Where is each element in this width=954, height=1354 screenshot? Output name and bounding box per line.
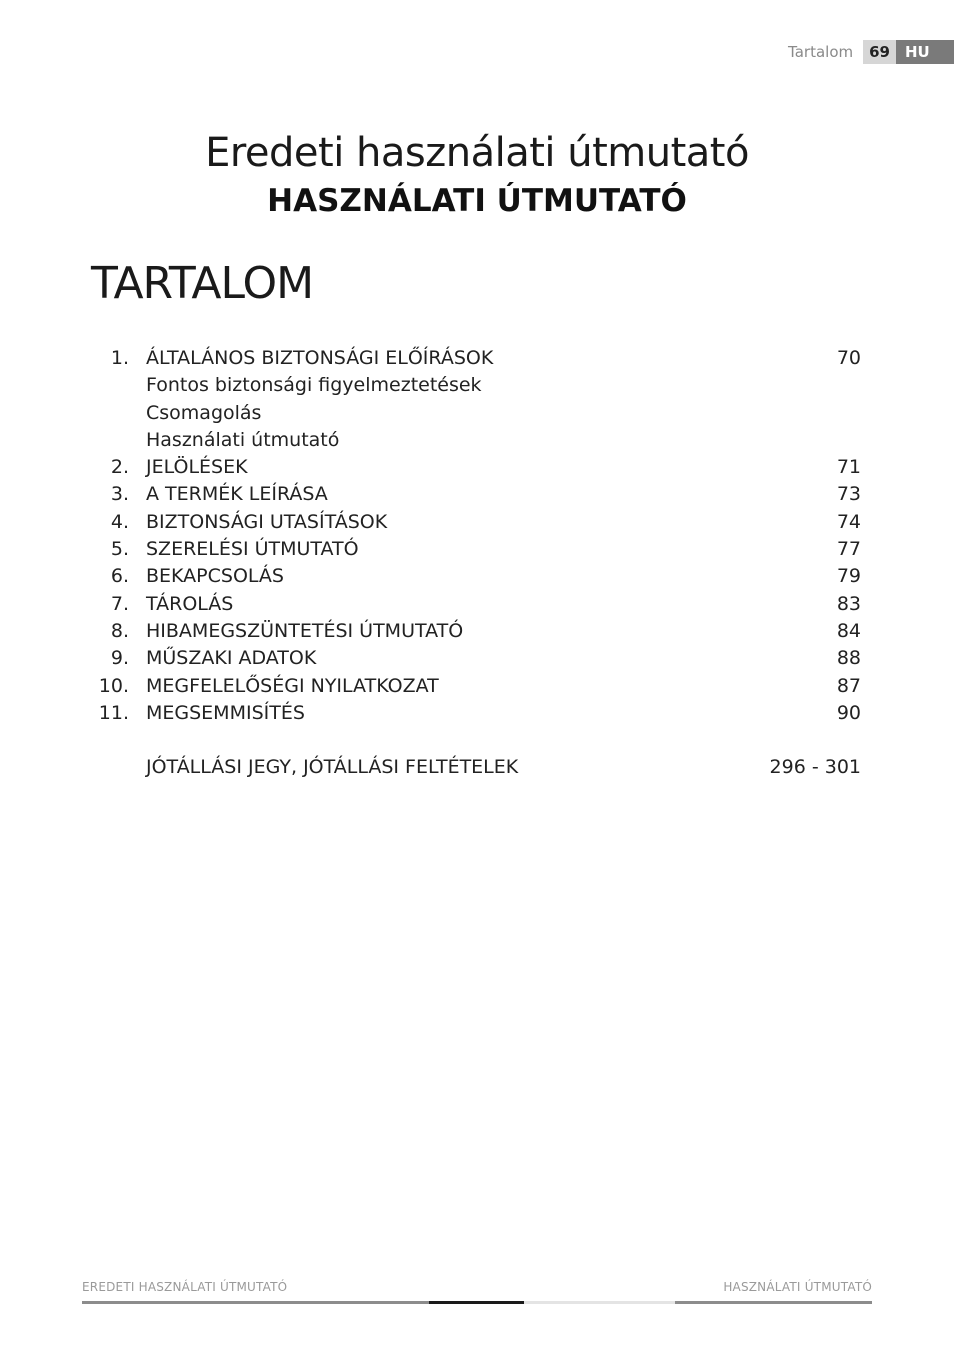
toc-entry-number: 10.	[98, 674, 129, 697]
footer-bar-segment-light	[524, 1301, 675, 1304]
toc-entry[interactable]	[0, 509, 954, 536]
footer-right-label: HASZNÁLATI ÚTMUTATÓ	[723, 1280, 872, 1294]
toc-entry[interactable]	[0, 563, 954, 590]
toc-entry-number: 1.	[110, 347, 129, 369]
footer-bar-segment-mid	[82, 1301, 429, 1304]
page-header-tab	[788, 40, 954, 64]
toc-entry-page: 73	[836, 483, 861, 506]
toc-entry-page: 84	[836, 619, 861, 642]
toc-warranty-entry[interactable]	[0, 754, 954, 781]
toc-subentry-title: Csomagolás	[146, 401, 262, 424]
toc-subentry[interactable]	[0, 372, 954, 399]
toc-entry-number: 6.	[110, 565, 129, 588]
toc-entry-number: 11.	[98, 701, 129, 724]
toc-entry[interactable]	[0, 481, 954, 508]
toc-entry-title: TÁROLÁS	[146, 592, 234, 615]
footer-left-label: EREDETI HASZNÁLATI ÚTMUTATÓ	[82, 1280, 288, 1294]
toc-entry[interactable]	[0, 454, 954, 481]
toc-entry-title: BEKAPCSOLÁS	[146, 565, 284, 588]
toc-entry[interactable]	[0, 536, 954, 563]
toc-entry-title: SZERELÉSI ÚTMUTATÓ	[146, 538, 359, 561]
toc-entry[interactable]	[0, 645, 954, 672]
toc-entry-page: 83	[836, 592, 861, 615]
toc-entry[interactable]	[0, 345, 954, 372]
toc-entry-title: MEGSEMMISÍTÉS	[146, 701, 305, 724]
toc-subentry-title: Használati útmutató	[146, 428, 340, 451]
toc-entry-number: 8.	[110, 619, 129, 642]
toc-entry[interactable]	[0, 673, 954, 700]
toc-entry-title: JELÖLÉSEK	[146, 456, 248, 479]
table-of-contents	[0, 345, 954, 782]
toc-entry-page: 88	[836, 647, 861, 670]
toc-subentry-title: Fontos biztonsági figyelmeztetések	[146, 374, 482, 397]
footer-bar-segment-mid-right	[675, 1301, 872, 1304]
toc-entry-number: 7.	[110, 592, 129, 615]
toc-entry-page: 77	[836, 538, 861, 561]
toc-entry-title: MŰSZAKI ADATOK	[146, 647, 317, 670]
document-title: Eredeti használati útmutató	[205, 130, 749, 176]
toc-entry-page: 87	[836, 674, 861, 697]
toc-entry[interactable]	[0, 700, 954, 727]
toc-spacer	[0, 727, 954, 754]
toc-entry-number: 9.	[110, 647, 129, 670]
toc-entry-page: 90	[836, 701, 861, 724]
toc-warranty-page: 296 - 301	[769, 756, 861, 779]
toc-entry-page: 70	[836, 347, 861, 369]
document-subtitle: HASZNÁLATI ÚTMUTATÓ	[267, 183, 687, 219]
toc-entry-title: ÁLTALÁNOS BIZTONSÁGI ELŐÍRÁSOK	[146, 347, 494, 369]
toc-entry-title: BIZTONSÁGI UTASÍTÁSOK	[146, 510, 388, 533]
toc-entry-page: 74	[836, 510, 861, 533]
toc-entry[interactable]	[0, 591, 954, 618]
toc-entry-number: 5.	[110, 538, 129, 561]
toc-subentry[interactable]	[0, 400, 954, 427]
toc-entry-title: A TERMÉK LEÍRÁSA	[146, 483, 328, 506]
footer-bar-segment-dark	[429, 1301, 524, 1304]
toc-heading: TARTALOM	[91, 258, 314, 309]
toc-subentry[interactable]	[0, 427, 954, 454]
toc-entry-number: 3.	[110, 483, 129, 506]
toc-entry-page: 71	[836, 456, 861, 479]
toc-warranty-title: JÓTÁLLÁSI JEGY, JÓTÁLLÁSI FELTÉTELEK	[146, 756, 519, 779]
header-section-label: Tartalom	[788, 43, 854, 61]
toc-entry-title: HIBAMEGSZÜNTETÉSI ÚTMUTATÓ	[146, 619, 464, 642]
toc-entry-page: 79	[836, 565, 861, 588]
toc-entry-number: 2.	[110, 456, 129, 479]
toc-entry[interactable]	[0, 618, 954, 645]
header-page-number: 69	[863, 40, 896, 64]
header-language-badge: HU	[896, 40, 954, 64]
toc-entry-title: MEGFELELŐSÉGI NYILATKOZAT	[146, 674, 439, 697]
toc-entry-number: 4.	[110, 510, 129, 533]
